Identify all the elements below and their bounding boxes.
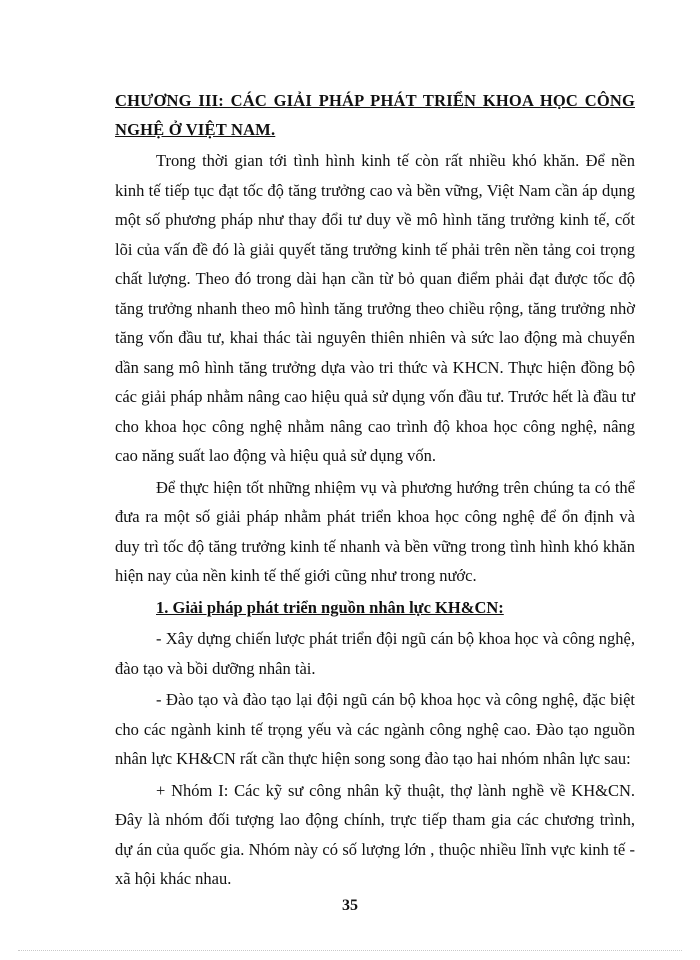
section-paragraph-2: - Đào tạo và đào tạo lại đội ngũ cán bộ khoa học và công nghệ, đặc biệt cho các ngành kinh tế trọng yếu và các ngành công nghệ cao. Đào tạo nguồn nhân lực KH&CN rất cần thực hiện song song đào tạo hai nhóm nhân lực sau: [115, 690, 635, 768]
page-body [115, 146, 635, 896]
footer-divider [18, 950, 682, 951]
page-number: 35 [342, 897, 358, 914]
section-heading: 1. Giải pháp phát triển nguồn nhân lực KH&CN: [156, 597, 504, 617]
section-paragraph-1: - Xây dựng chiến lược phát triển đội ngũ cán bộ khoa học và công nghệ, đào tạo và bồi dưỡng nhân tài. [115, 629, 635, 678]
intro-paragraph-2: Để thực hiện tốt những nhiệm vụ và phương hướng trên chúng ta có thể đưa ra một số giải pháp nhằm phát triển khoa học công nghệ để ổn định và duy trì tốc độ tăng trưởng kinh tế nhanh và bền vững trong tình hình khó khăn hiện nay của nền kinh tế thế giới cũng như trong nước. [115, 477, 635, 585]
intro-paragraph-1: Trong thời gian tới tình hình kinh tế còn rất nhiều khó khăn. Để nền kinh tế tiếp tục đạt tốc độ tăng trưởng cao và bền vững, Việt Nam cần áp dụng một số phương pháp như thay đổi tư duy về mô hình tăng trưởng kinh tế, cốt lõi của vấn đề đó là giải quyết tăng trưởng kinh tế phải trên nền tảng coi trọng chất lượng. Theo đó trong dài hạn cần từ bỏ quan điểm phải đạt được tốc độ tăng trưởng nhanh theo mô hình tăng trưởng theo chiều rộng, tăng trưởng nhờ tăng vốn đầu tư, khai thác tài nguyên thiên nhiên và sức lao động mà chuyển dần sang mô hình tăng trưởng dựa vào tri thức và KHCN. Thực hiện đồng bộ các giải pháp nhằm nâng cao hiệu quả sử dụng vốn đầu tư. Trước hết là đầu tư cho khoa học công nghệ nhằm nâng cao trình độ khoa học công nghệ, nâng cao năng suất lao động và hiệu quả sử dụng vốn. [115, 151, 635, 465]
section-paragraph-3: + Nhóm I: Các kỹ sư công nhân kỹ thuật, thợ lành nghề về KH&CN. Đây là nhóm đối tượng lao động chính, trực tiếp tham gia các chương trình, dự án của quốc gia. Nhóm này có số lượng lớn , thuộc nhiều lĩnh vực kinh tế - xã hội khác nhau. [115, 780, 635, 888]
chapter-title: CHƯƠNG III: CÁC GIẢI PHÁP PHÁT TRIỂN KHOA HỌC CÔNG NGHỆ Ở VIỆT NAM. [115, 91, 635, 139]
